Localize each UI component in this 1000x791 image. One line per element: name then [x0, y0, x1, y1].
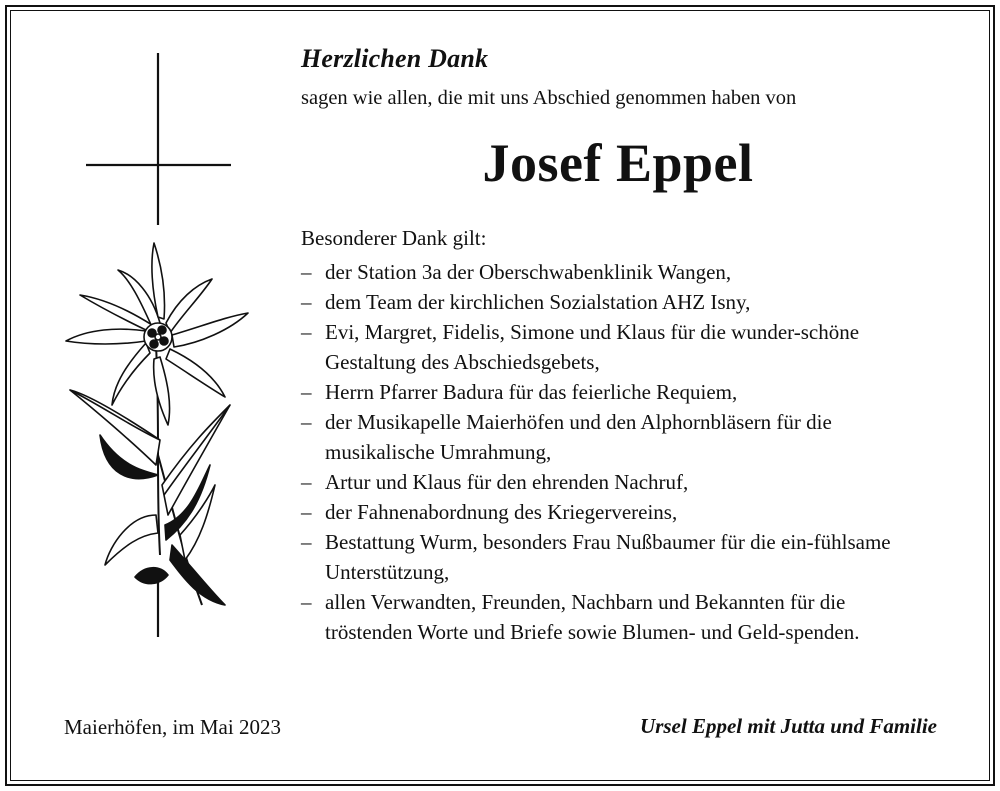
list-item: [301, 317, 938, 377]
list-item: [301, 527, 938, 587]
deceased-name: Josef Eppel: [482, 133, 754, 193]
list-dash: –: [301, 290, 312, 314]
list-dash: –: [301, 410, 312, 434]
notice-heading: Herzlichen Dank: [301, 44, 489, 73]
list-item-text: der Station 3a der Oberschwabenklinik Wangen,: [325, 260, 732, 284]
list-item: [301, 407, 938, 467]
list-item: [301, 287, 938, 317]
cross-and-edelweiss-illustration: [60, 45, 260, 645]
notice-intro: sagen wie allen, die mit uns Abschied genommen haben von: [301, 87, 797, 109]
list-dash: –: [301, 500, 312, 524]
list-item-text: allen Verwandten, Freunden, Nachbarn und Bekannten für die tröstenden Worte und Briefe sowie Blumen- und Geld-spenden.: [325, 590, 860, 644]
list-item: [301, 257, 938, 287]
list-item: [301, 497, 938, 527]
list-item-text: Artur und Klaus für den ehrenden Nachruf,: [325, 470, 689, 494]
list-item: [301, 467, 938, 497]
list-dash: –: [301, 590, 312, 614]
special-thanks-title: Besonderer Dank gilt:: [301, 226, 487, 250]
list-item-text: Bestattung Wurm, besonders Frau Nußbaumer für die ein-fühlsame Unterstützung,: [325, 530, 891, 584]
list-dash: –: [301, 470, 312, 494]
edelweiss-icon: [66, 243, 248, 605]
list-item-text: dem Team der kirchlichen Sozialstation AHZ Isny,: [325, 290, 751, 314]
list-item-text: Herrn Pfarrer Badura für das feierliche Requiem,: [325, 380, 738, 404]
signature: Ursel Eppel mit Jutta und Familie: [640, 714, 937, 738]
list-dash: –: [301, 260, 312, 284]
place-and-date: Maierhöfen, im Mai 2023: [64, 715, 281, 739]
list-item: [301, 587, 938, 647]
thanks-list: [301, 257, 938, 647]
list-dash: –: [301, 530, 312, 554]
list-dash: –: [301, 320, 312, 344]
list-item-text: der Musikapelle Maierhöfen und den Alphornbläsern für die musikalische Umrahmung,: [325, 410, 832, 464]
list-item: [301, 377, 938, 407]
list-item-text: der Fahnenabordnung des Kriegervereins,: [325, 500, 678, 524]
list-dash: –: [301, 380, 312, 404]
list-item-text: Evi, Margret, Fidelis, Simone und Klaus für die wunder-schöne Gestaltung des Abschiedsgebets,: [325, 320, 860, 374]
